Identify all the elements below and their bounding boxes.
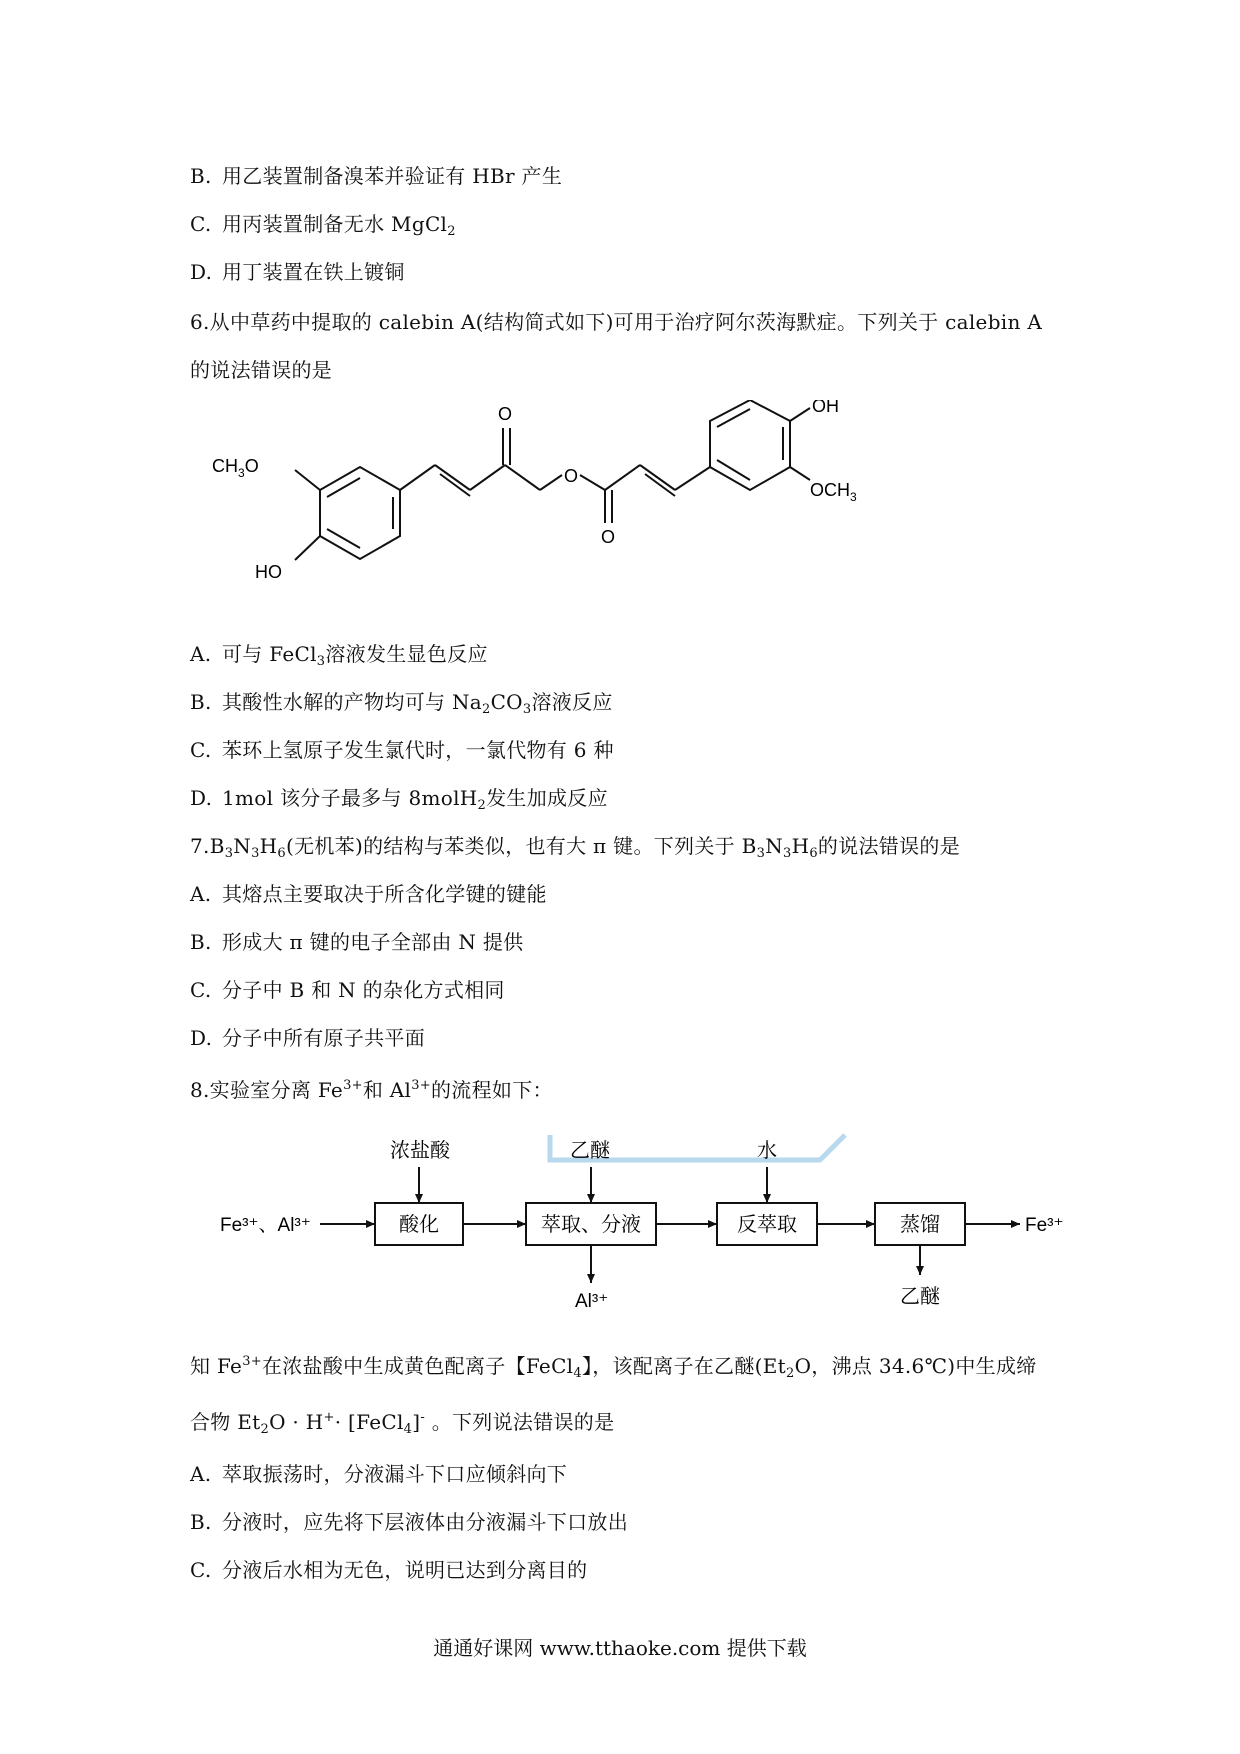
q7-option-c: C. 分子中 B 和 N 的杂化方式相同 — [190, 978, 505, 1002]
flow-box4-label: 蒸馏 — [900, 1214, 940, 1236]
flow-al-output: Al³⁺ — [575, 1291, 609, 1312]
flow-ether-output: 乙醚 — [900, 1286, 940, 1308]
q6-option-a: A. 可与 FeCl$_3$溶液发生显色反应 — [190, 642, 488, 669]
q7-stem: $7.B_3N_3H_6$(无机苯)的结构与苯类似，也有大 π 键。下列关于 $B_3N_3H_6$的说法错误的是 — [190, 834, 961, 861]
page-footer: 通通好课网 www.tthaoke.com 提供下载 — [433, 1636, 807, 1660]
q8-stem: 8.实验室分离 $Fe^{3+}$和 $Al^{3+}$的流程如下： — [190, 1078, 553, 1102]
ho-left-label: HO — [255, 562, 282, 582]
calebin-a-structure — [180, 400, 900, 620]
q6-option-c: C. 苯环上氢原子发生氯代时，一氯代物有 6 种 — [190, 738, 614, 762]
q6-stem-line1: 6.从中草药中提取的 calebin A(结构简式如下)可用于治疗阿尔茨海默症。下列关于 calebin A — [190, 310, 1043, 334]
q8-option-a: A. 萃取振荡时，分液漏斗下口应倾斜向下 — [190, 1462, 568, 1486]
ester-carbonyl-o-label: O — [601, 527, 616, 547]
flow-input-label: Fe³⁺、Al³⁺ — [220, 1215, 311, 1236]
q8-note-line1: 知 $Fe^{3+}$在浓盐酸中生成黄色配离子【FeCl$_4$】，该配离子在乙醚($Et_2O$，沸点 34.6℃)中生成缔 — [190, 1354, 1037, 1381]
flow-box2-label: 萃取、分液 — [541, 1214, 641, 1236]
q8-option-b: B. 分液时，应先将下层液体由分液漏斗下口放出 — [190, 1510, 628, 1534]
flow-fe-output: Fe³⁺ — [1025, 1215, 1064, 1236]
oh-right-label: OH — [812, 400, 839, 416]
q7-option-a: A. 其熔点主要取决于所含化学键的键能 — [190, 882, 547, 906]
q7-option-d: D. 分子中所有原子共平面 — [190, 1026, 425, 1050]
q7-option-b: B. 形成大 π 键的电子全部由 N 提供 — [190, 930, 524, 954]
q5-option-c: C. 用丙装置制备无水 MgCl$_2$ — [190, 212, 456, 239]
flow-box1-label: 酸化 — [399, 1214, 439, 1236]
q6-stem-line2: 的说法错误的是 — [190, 358, 333, 382]
flow-box3-label: 反萃取 — [737, 1214, 797, 1236]
left-benzene-ring — [320, 467, 400, 559]
ketone-o-label: O — [498, 404, 513, 424]
q8-note-line2: 合物 $Et_2O \cdot H^+\cdot$ [FeCl$_4$]- 。下列说法错误的是 — [190, 1410, 615, 1437]
flow-ether-label: 乙醚 — [570, 1140, 610, 1162]
q8-option-c: C. 分液后水相为无色，说明已达到分离目的 — [190, 1558, 588, 1582]
separation-flowchart — [220, 1125, 1120, 1325]
q6-option-d: D. 1mol 该分子最多与 8molH$_2$发生加成反应 — [190, 786, 608, 813]
flow-acid-label: 浓盐酸 — [390, 1140, 450, 1162]
flow-water-label: 水 — [757, 1140, 777, 1162]
och3-right-label: $OCH_3$ — [810, 480, 857, 504]
ester-o-label: O — [564, 466, 579, 486]
ch3o-left-label: $CH_3O$ — [212, 456, 259, 480]
q5-option-d: D. 用丁装置在铁上镀铜 — [190, 260, 405, 284]
q6-option-b: B. 其酸性水解的产物均可与 $Na_2CO_3$溶液反应 — [190, 690, 613, 717]
q5-option-b: B. 用乙装置制备溴苯并验证有 HBr 产生 — [190, 164, 563, 188]
right-benzene-ring — [710, 400, 790, 490]
